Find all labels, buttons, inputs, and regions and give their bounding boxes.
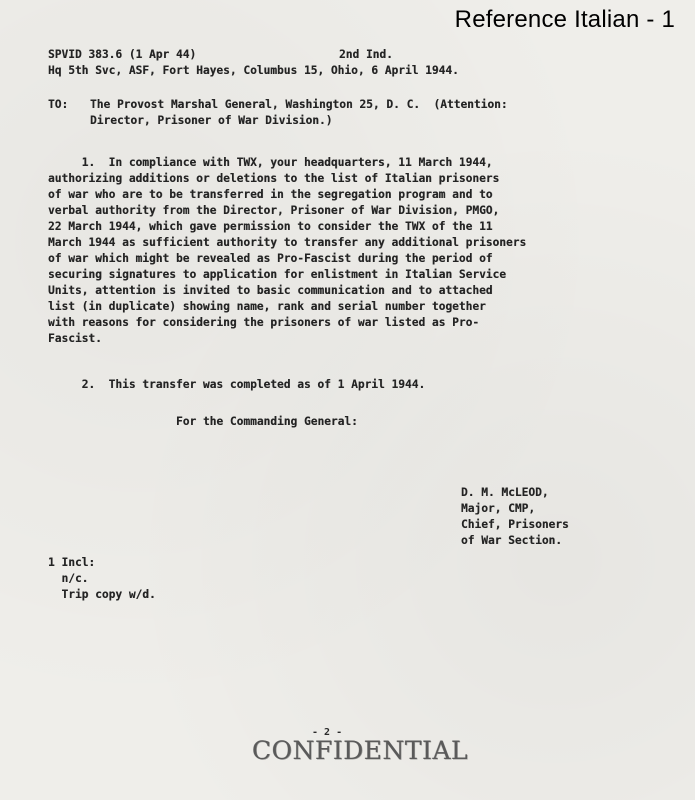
paragraph-line: list (in duplicate) showing name, rank and serial number together bbox=[48, 300, 486, 313]
paragraph-line: of war who are to be transferred in the segregation program and to bbox=[48, 188, 493, 201]
paragraph-line: March 1944 as sufficient authority to transfer any additional prisoners bbox=[48, 236, 527, 249]
paragraph-line: 22 March 1944, which gave permission to consider the TWX of the 11 bbox=[48, 220, 493, 233]
closing-line: For the Commanding General: bbox=[176, 415, 358, 428]
signature-rank: Major, CMP, bbox=[461, 502, 536, 515]
indorsement-label: 2nd Ind. bbox=[339, 48, 393, 61]
enclosure-line: Trip copy w/d. bbox=[48, 588, 156, 601]
paragraph-line: Fascist. bbox=[48, 332, 102, 345]
file-reference: SPVID 383.6 (1 Apr 44) bbox=[48, 48, 197, 61]
enclosure-line: 1 Incl: bbox=[48, 556, 96, 569]
reference-label: Reference Italian - 1 bbox=[454, 6, 675, 33]
page-number: - 2 - bbox=[312, 727, 343, 738]
paragraph-line: securing signatures to application for enlistment in Italian Service bbox=[48, 268, 507, 281]
to-addressee-line: The Provost Marshal General, Washington 25, D. C. (Attention: bbox=[90, 98, 508, 111]
paragraph-line: Units, attention is invited to basic communication and to attached bbox=[48, 284, 493, 297]
headquarters-line: Hq 5th Svc, ASF, Fort Hayes, Columbus 15, Ohio, 6 April 1944. bbox=[48, 64, 459, 77]
paragraph-line: with reasons for considering the prisoners of war listed as Pro- bbox=[48, 316, 480, 329]
paragraph-line: verbal authority from the Director, Prisoner of War Division, PMGO, bbox=[48, 204, 500, 217]
classification-stamp: CONFIDENTIAL bbox=[252, 736, 469, 765]
paragraph-line: authorizing additions or deletions to the list of Italian prisoners bbox=[48, 172, 500, 185]
enclosure-line: n/c. bbox=[48, 572, 89, 585]
paragraph-2: 2. This transfer was completed as of 1 April 1944. bbox=[48, 378, 426, 391]
paragraph-line: 1. In compliance with TWX, your headquarters, 11 March 1944, bbox=[48, 156, 493, 169]
signature-section: of War Section. bbox=[461, 534, 563, 547]
signature-name: D. M. McLEOD, bbox=[461, 486, 549, 499]
to-attention-line: Director, Prisoner of War Division.) bbox=[90, 114, 333, 127]
to-label: TO: bbox=[48, 98, 69, 111]
paragraph-line: of war which might be revealed as Pro-Fascist during the period of bbox=[48, 252, 493, 265]
signature-title: Chief, Prisoners bbox=[461, 518, 569, 531]
